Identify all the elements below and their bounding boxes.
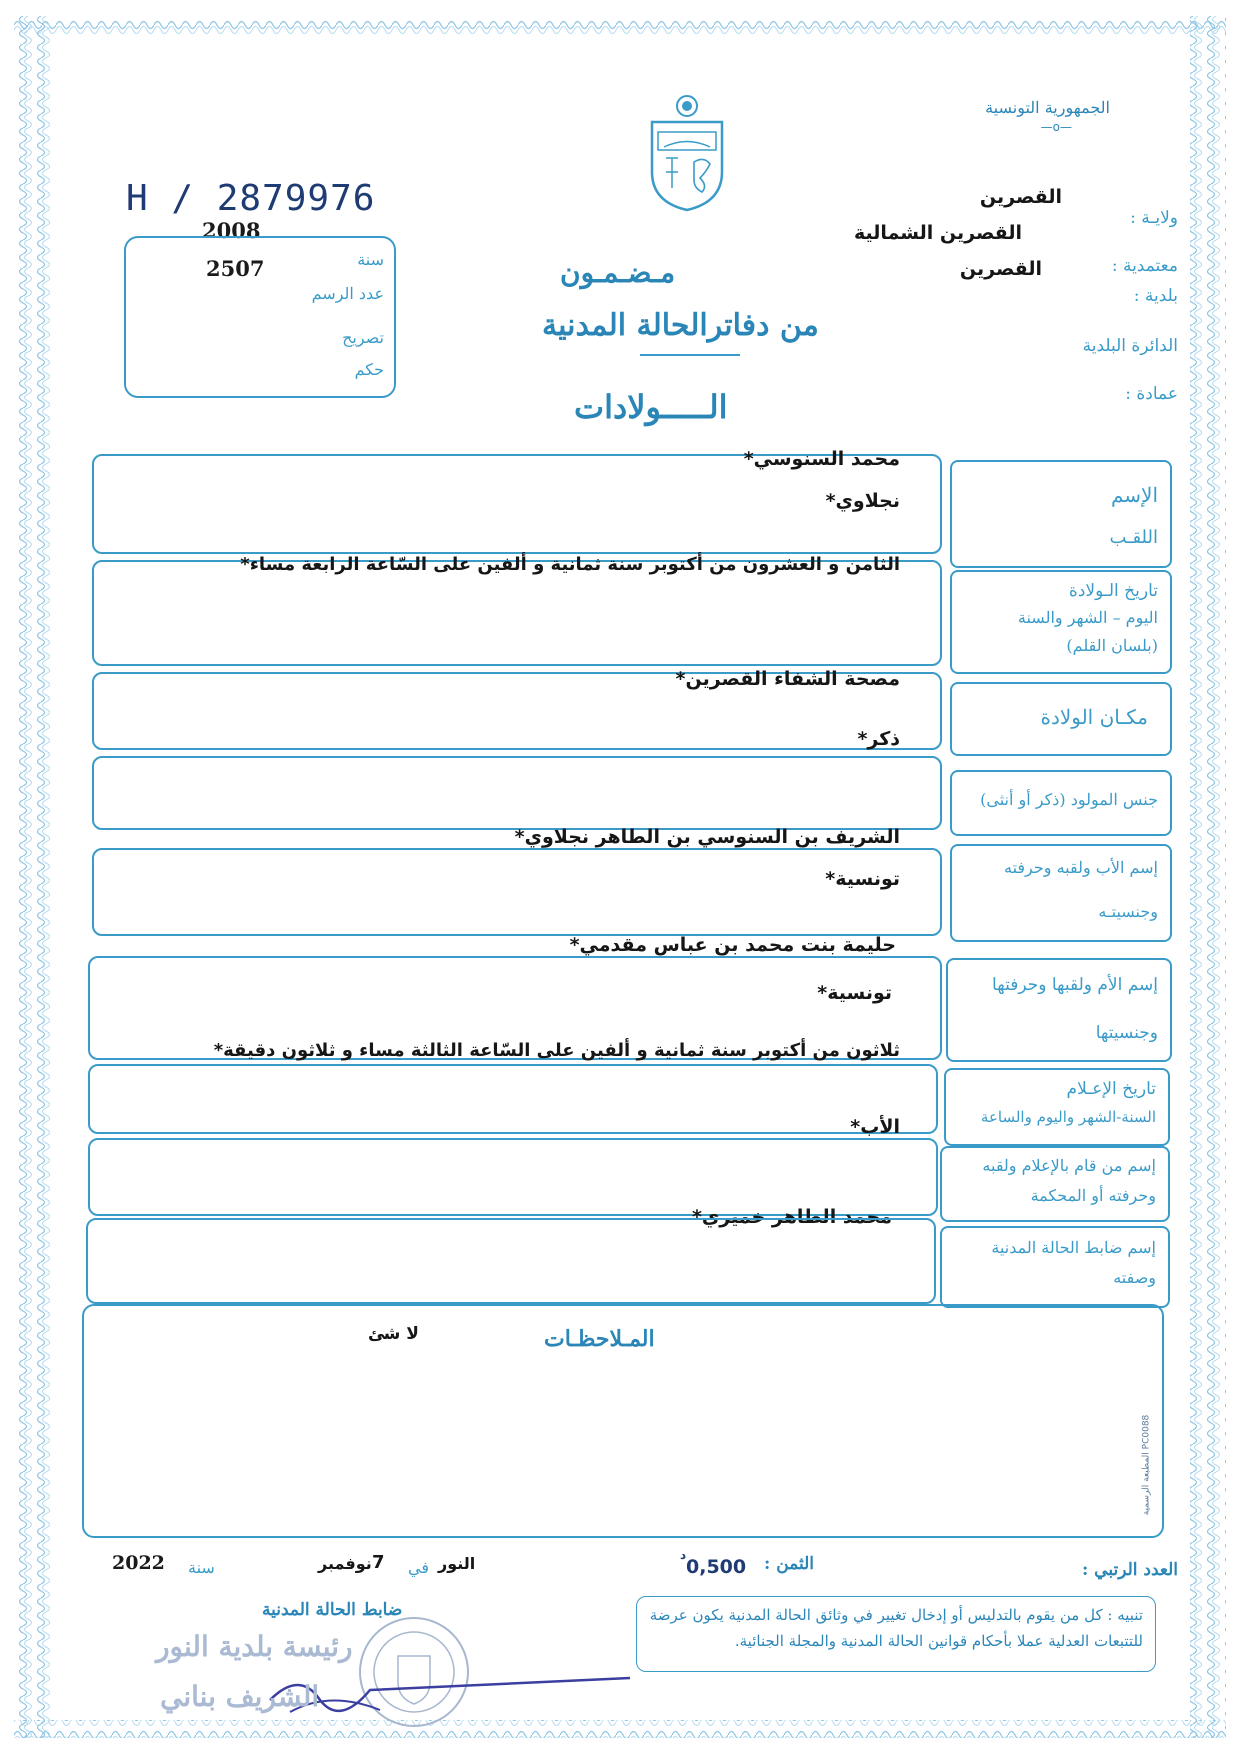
declarant-label-line2: وحرفته أو المحكمة: [1030, 1186, 1156, 1205]
mother-value: حليمة بنت محمد بن عباس مقدمي*: [569, 934, 896, 956]
section-title: الـــــولادات: [574, 388, 728, 426]
sex-label-box: [950, 770, 1172, 836]
footer-year-value: 2022: [112, 1552, 165, 1574]
delegation-value: القصرين الشمالية: [854, 222, 1022, 244]
birth-place-label: مكـان الولادة: [1040, 705, 1148, 729]
declaration-date-field-box: [88, 1064, 938, 1134]
wilaya-value: القصرين: [979, 186, 1062, 208]
imada-label: عمادة :: [1125, 384, 1178, 404]
surname-value: نجلاوي*: [825, 490, 900, 512]
father-value: الشريف بن السنوسي بن الطاهر نجلاوي*: [514, 826, 900, 848]
day-value: 7: [372, 1552, 385, 1573]
registration-year-value: 2008: [202, 218, 261, 243]
wilaya-label: ولايـة :: [1130, 208, 1178, 228]
officer-label-line2: وصفته: [1113, 1268, 1156, 1287]
mother-label-line1: إسم الأم ولقبها وحرفتها: [992, 975, 1158, 995]
stamp-line2: الشريف بناني: [160, 1680, 320, 1713]
birth-date-value: الثامن و العشرون من أكتوبر سنة ثمانية و ألفين على السّاعة الرابعة مساء*: [240, 554, 900, 575]
declarant-field-box: [88, 1138, 938, 1216]
place-value: النور: [438, 1554, 476, 1573]
birth-date-label-box: [950, 570, 1172, 674]
document-title-line1: مـضـمـون: [560, 256, 676, 289]
officer-label-box: [940, 1226, 1170, 1308]
price-unit: د: [680, 1548, 687, 1562]
republic-label: الجمهورية التونسية: [985, 98, 1110, 117]
registration-box: [124, 236, 396, 398]
municipality-value: القصرين: [959, 258, 1042, 280]
mother-label-line2: وجنسيتها: [1095, 1023, 1158, 1043]
sex-value: ذكر*: [857, 728, 900, 750]
side-print: المطبعة الرسمية PC0088: [1141, 1414, 1152, 1516]
registration-number-value: 2507: [206, 256, 265, 281]
declaration-date-value: ثلاثون من أكتوبر سنة ثمانية و ألفين على السّاعة الثالثة مساء و ثلاثون دقيقة*: [213, 1040, 900, 1061]
side-print-strip: [1141, 1400, 1176, 1540]
declaration-date-label-box: [944, 1068, 1170, 1146]
birth-date-label-line1: تاريخ الـولادة: [1068, 581, 1158, 601]
declaration-date-label-line1: تاريخ الإعـلام: [1066, 1079, 1156, 1099]
birth-place-value: مصحة الشفاء القصرين*: [675, 668, 900, 690]
serial-number: H / 2879976: [126, 178, 376, 219]
birth-date-field-box: [92, 560, 942, 666]
father-label-line1: إسم الأب ولقبه وحرفته: [1004, 858, 1158, 877]
name-value: محمد السنوسي*: [743, 448, 900, 470]
officer-value: محمد الطاهر خميري*: [691, 1206, 892, 1228]
mother-nationality: تونسية*: [817, 982, 892, 1004]
officer-field-box: [86, 1218, 936, 1304]
order-number-label: العدد الرتبي :: [1081, 1560, 1178, 1580]
officer-title: ضابط الحالة المدنية: [262, 1600, 403, 1620]
father-nationality: تونسية*: [825, 868, 900, 890]
legal-notice: تنبيه : كل من يقوم بالتدليس أو إدخال تغيير في وثائق الحالة المدنية يكون عرضة للتتبعات العدلية عملا بأحكام قوانين الحالة المدنية والمجلة الجنائية.: [636, 1596, 1156, 1672]
sex-field-box: [92, 756, 942, 830]
remarks-value: لا شئ: [368, 1324, 419, 1344]
father-label-line2: وجنسيتـه: [1098, 902, 1158, 921]
republic-ornament: —o—: [1040, 120, 1072, 134]
remarks-box: [82, 1304, 1164, 1538]
declarant-value: الأب*: [850, 1116, 900, 1138]
father-label-box: [950, 844, 1172, 942]
name-label: الإسم: [1110, 483, 1158, 507]
municipality-label: بلدية :: [1133, 286, 1178, 306]
price-value: 0,500: [686, 1556, 747, 1578]
name-label-box: [950, 460, 1172, 568]
registration-number-label: عدد الرسم: [311, 284, 384, 303]
tunisia-coat-of-arms-icon: [644, 92, 730, 214]
in-label: في: [408, 1558, 429, 1577]
declarant-label-line1: إسم من قام بالإعلام ولقبه: [982, 1156, 1156, 1175]
price-label: الثمن :: [764, 1554, 814, 1574]
officer-label-line1: إسم ضابط الحالة المدنية: [991, 1238, 1156, 1257]
district-label: الدائرة البلدية: [1082, 336, 1178, 356]
sex-label: جنس المولود (ذكر أو أنثى): [980, 790, 1158, 809]
declaration-label: تصريح: [342, 328, 384, 347]
judgment-label: حكم: [354, 360, 384, 379]
title-underline: [640, 354, 740, 356]
declaration-date-label-line2: السنة-الشهر واليوم والساعة: [980, 1108, 1156, 1126]
remarks-title: المـلاحظـات: [544, 1326, 655, 1352]
surname-label: اللقـب: [1109, 527, 1158, 548]
footer-year-label: سنة: [188, 1558, 215, 1577]
birth-date-label-line3: (بلسان القلم): [1066, 636, 1158, 655]
registration-year-label: سنة: [357, 250, 384, 269]
declarant-label-box: [940, 1146, 1170, 1222]
mother-label-box: [946, 958, 1172, 1062]
birth-place-label-box: [950, 682, 1172, 756]
month-value: نوفمبر: [318, 1554, 372, 1573]
father-field-box: [92, 848, 942, 936]
delegation-label: معتمدية :: [1111, 256, 1178, 276]
birth-date-label-line2: اليوم – الشهر والسنة: [1017, 608, 1158, 627]
document-title-line2: من دفاترالحالة المدنية: [542, 308, 819, 343]
stamp-line1: رئيسة بلدية النور: [156, 1630, 353, 1663]
